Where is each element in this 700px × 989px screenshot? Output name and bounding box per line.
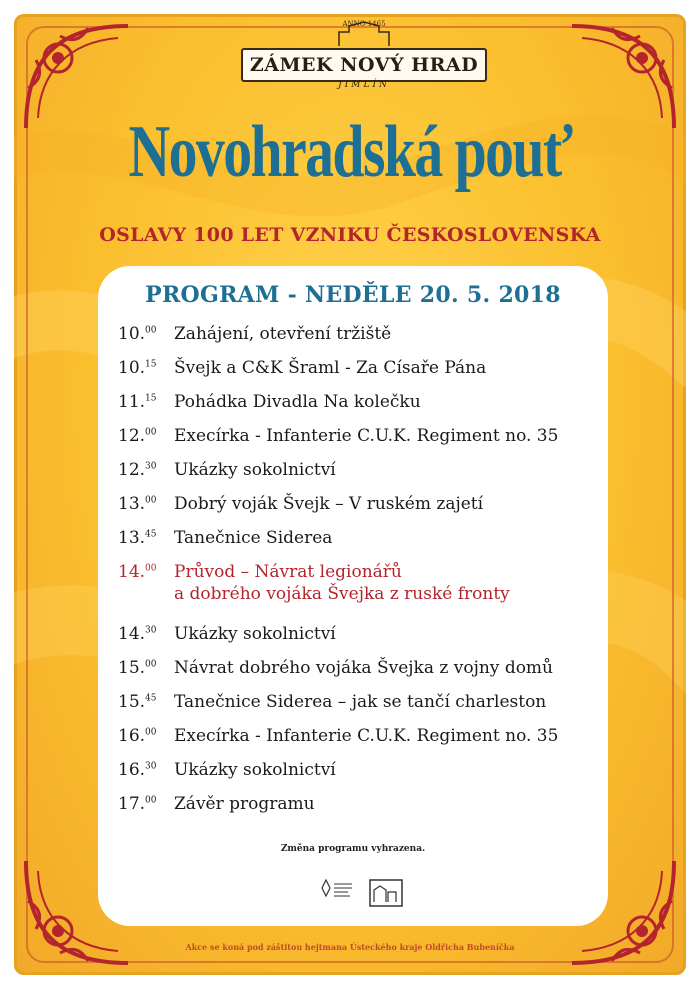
logo-title: ZÁMEK NOVÝ HRAD xyxy=(249,54,479,76)
program-text: Execírka - Infanterie C.U.K. Regiment no. 35 xyxy=(174,426,559,446)
program-list xyxy=(118,324,598,828)
program-text: Návrat dobrého vojáka Švejka z vojny domů xyxy=(174,658,554,678)
program-time: 10.15 xyxy=(118,358,157,378)
program-item xyxy=(118,528,598,562)
page-subtitle: OSLAVY 100 LET VZNIKU ČESKOSLOVENSKA xyxy=(99,224,601,246)
program-item xyxy=(118,494,598,528)
program-item xyxy=(118,460,598,494)
program-time: 11.15 xyxy=(118,392,157,412)
program-item xyxy=(118,392,598,426)
program-time: 16.30 xyxy=(118,760,157,780)
program-time: 14.30 xyxy=(118,624,157,644)
poster xyxy=(14,14,686,975)
program-time: 16.00 xyxy=(118,726,157,746)
castle-logo xyxy=(219,18,509,104)
program-text: Švejk a C&K Šraml - Za Císaře Pána xyxy=(174,358,487,378)
program-item-highlight xyxy=(118,562,598,624)
logo-banner xyxy=(241,48,487,82)
program-text: Ukázky sokolnictví xyxy=(174,760,336,780)
program-item xyxy=(118,358,598,392)
program-item xyxy=(118,624,598,658)
program-text: Tanečnice Siderea xyxy=(174,528,333,548)
program-time: 13.45 xyxy=(118,528,157,548)
program-time: 12.00 xyxy=(118,426,157,446)
program-item xyxy=(118,726,598,760)
program-time: 15.45 xyxy=(118,692,157,712)
program-panel xyxy=(98,266,608,926)
program-note: Změna programu vyhrazena. xyxy=(280,844,426,854)
program-title: PROGRAM - NEDĚLE 20. 5. 2018 xyxy=(145,282,561,308)
logo-subtitle: JIMLÍN xyxy=(338,80,390,90)
sponsor-logos xyxy=(318,874,408,914)
program-time: 15.00 xyxy=(118,658,157,678)
program-item xyxy=(118,658,598,692)
program-time: 17.00 xyxy=(118,794,157,814)
program-item xyxy=(118,426,598,460)
program-text: Průvod – Návrat legionářů xyxy=(174,562,402,582)
program-item xyxy=(118,692,598,726)
program-text: Zahájení, otevření tržiště xyxy=(174,324,392,344)
program-text: Execírka - Infanterie C.U.K. Regiment no. 35 xyxy=(174,726,559,746)
program-text: Tanečnice Siderea – jak se tančí charleston xyxy=(174,692,547,712)
program-text: Ukázky sokolnictví xyxy=(174,460,336,480)
program-text-line2: a dobrého vojáka Švejka z ruské fronty xyxy=(174,584,510,604)
logo-anno: ANNO 1465 xyxy=(342,20,386,28)
program-text: Závěr programu xyxy=(174,794,315,814)
program-time: 13.00 xyxy=(118,494,157,514)
castle-sketch-logo-icon xyxy=(370,880,402,906)
program-text: Dobrý voják Švejk – V ruském zajetí xyxy=(174,494,484,514)
program-item xyxy=(118,794,598,828)
family-silver-logo-icon xyxy=(322,880,352,896)
footer-patronage: Akce se koná pod záštitou hejtmana Ústeckého kraje Oldřicha Bubeníčka xyxy=(185,942,515,952)
program-text: Ukázky sokolnictví xyxy=(174,624,336,644)
program-time: 14.00 xyxy=(118,562,157,582)
program-time: 12.30 xyxy=(118,460,157,480)
program-item xyxy=(118,760,598,794)
page-title: Novohradská pouť xyxy=(128,111,572,193)
program-time: 10.00 xyxy=(118,324,157,344)
program-item xyxy=(118,324,598,358)
program-text: Pohádka Divadla Na kolečku xyxy=(174,392,421,412)
